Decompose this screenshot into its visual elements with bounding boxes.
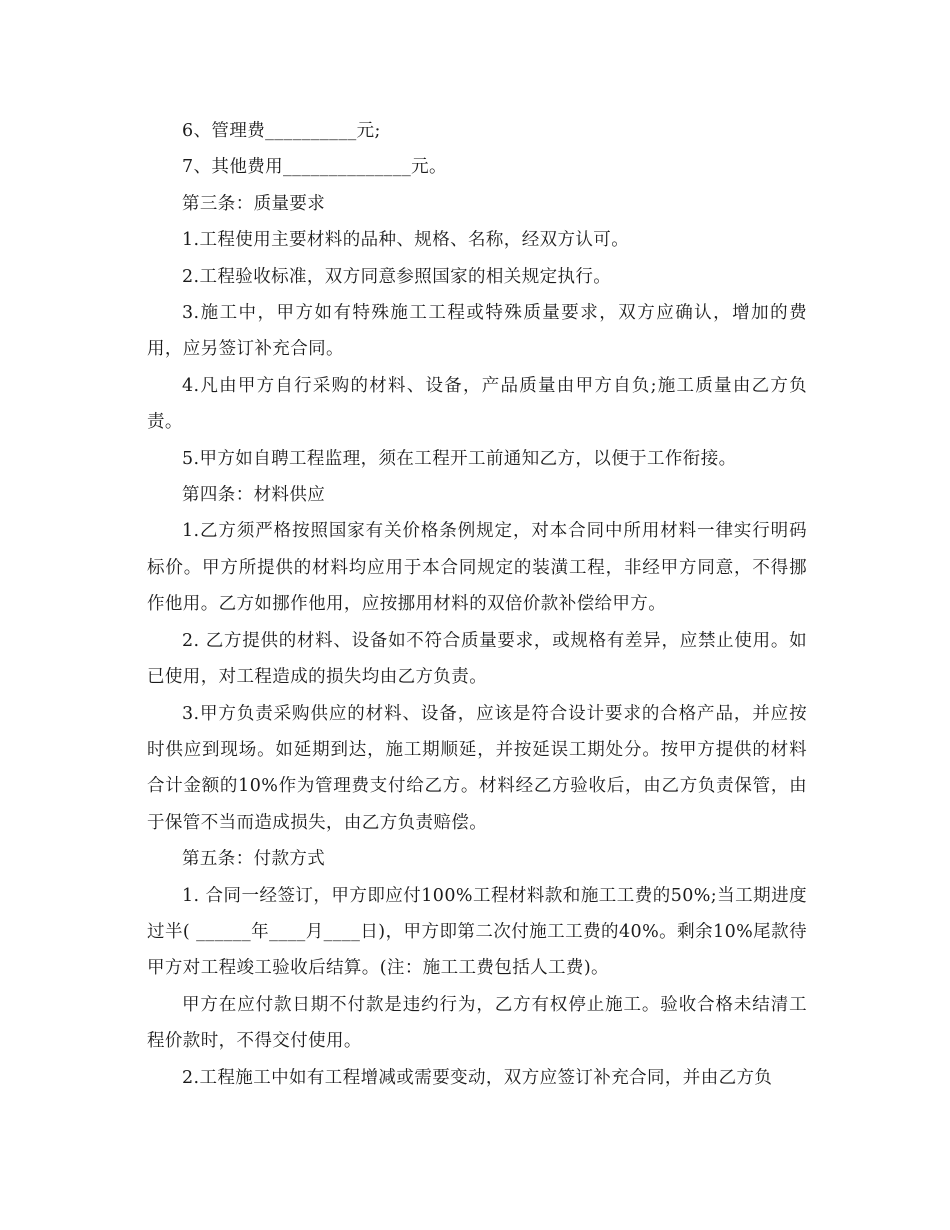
article-4-heading: 第四条：材料供应 (182, 485, 326, 506)
clause-management-fee: 6、管理费__________元; (182, 121, 381, 141)
article-3-heading: 第三条：质量要求 (182, 193, 326, 214)
article-4-item-2: 2. 乙方提供的材料、设备如不符合质量要求，或规格有差异，应禁止使用。如已使用，对工程造成的损失均由乙方负责。 (147, 630, 807, 688)
article-5-late-payment: 甲方在应付款日期不付款是违约行为，乙方有权停止施工。验收合格未结清工程价款时，不得交付使用。 (147, 994, 807, 1052)
clause-other-fees: 7、其他费用______________元。 (182, 157, 447, 178)
article-3-item-1: 1.工程使用主要材料的品种、规格、名称，经双方认可。 (182, 230, 630, 251)
article-4-item-1: 1.乙方须严格按照国家有关价格条例规定，对本合同中所用材料一律实行明码标价。甲方所提供的材料均应用于本合同规定的装潢工程，非经甲方同意，不得挪作他用。乙方如挪作他用，应按挪用材料的双倍价款补偿给甲方。 (147, 521, 807, 615)
article-5-item-2: 2.工程施工中如有工程增减或需要变动，双方应签订补充合同，并由乙方负 (182, 1067, 773, 1088)
article-3-item-5: 5.甲方如自聘工程监理，须在工程开工前通知乙方，以便于工作衔接。 (182, 448, 737, 469)
article-5-heading: 第五条：付款方式 (182, 849, 326, 870)
article-3-item-4: 4.凡由甲方自行采购的材料、设备，产品质量由甲方自负;施工质量由乙方负责。 (147, 375, 807, 433)
article-3-item-2: 2.工程验收标准，双方同意参照国家的相关规定执行。 (182, 266, 612, 287)
article-5-item-1: 1. 合同一经签订，甲方即应付100%工程材料款和施工工费的50%;当工期进度过半( ______年____月____日)，甲方即第二次付施工工费的40%。剩余10%尾款待甲方对工程竣工验收后结算。(注：施工工费包括人工费)。 (147, 885, 807, 979)
document-page (147, 113, 807, 1096)
article-3-item-3: 3.施工中，甲方如有特殊施工工程或特殊质量要求，双方应确认，增加的费用，应另签订补充合同。 (147, 303, 807, 360)
article-4-item-3: 3.甲方负责采购供应的材料、设备，应该是符合设计要求的合格产品，并应按时供应到现场。如延期到达，施工期顺延，并按延误工期处分。按甲方提供的材料合计金额的10%作为管理费支付给乙方。材料经乙方验收后，由乙方负责保管，由于保管不当而造成损失，由乙方负责赔偿。 (147, 703, 807, 833)
